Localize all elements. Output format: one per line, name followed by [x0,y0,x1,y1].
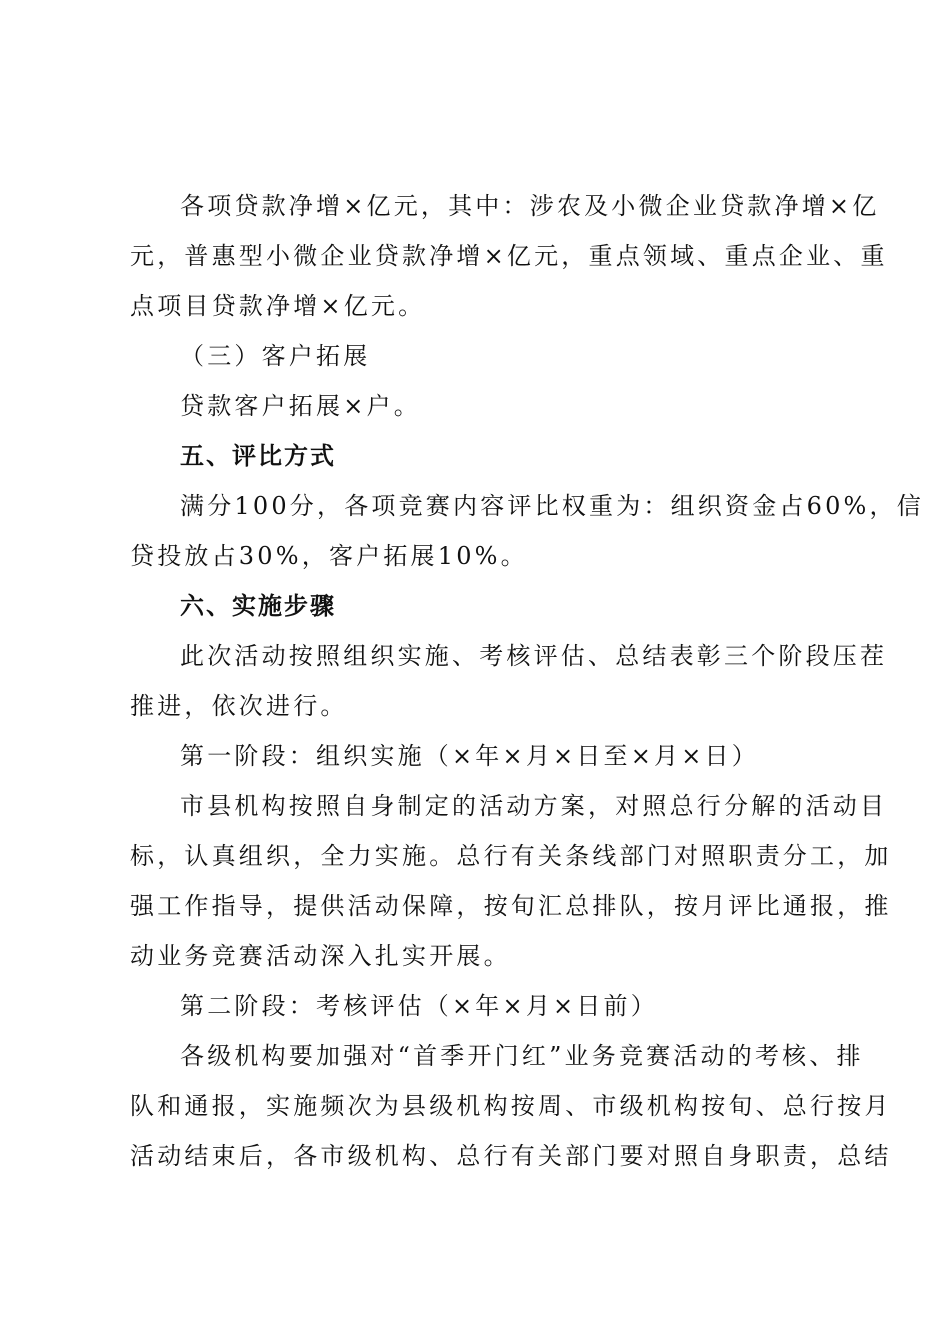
paragraph-loan-growth-line-1: 各项贷款净增×亿元，其中：涉农及小微企业贷款净增×亿 [180,192,880,220]
paragraph-phase-one-line-1: 市县机构按照自身制定的活动方案，对照总行分解的活动目 [180,792,888,820]
subsection-customer-expansion-title: （三）客户拓展 [180,342,371,370]
paragraph-phase-one-line-2: 标，认真组织，全力实施。总行有关条线部门对照职责分工，加 [130,842,892,870]
paragraph-loan-growth-line-3: 点项目贷款净增×亿元。 [130,292,426,320]
phase-two-title: 第二阶段：考核评估（×年×月×日前） [180,992,658,1020]
section-title-evaluation-method: 五、评比方式 [180,442,336,470]
paragraph-phase-two-line-1: 各级机构要加强对“首季开门红”业务竞赛活动的考核、排 [180,1042,864,1070]
paragraph-loan-growth-line-2: 元，普惠型小微企业贷款净增×亿元，重点领域、重点企业、重 [130,242,888,270]
paragraph-phase-one-line-3: 强工作指导，提供活动保障，按旬汇总排队，按月评比通报，推 [130,892,892,920]
paragraph-evaluation-line-1: 满分100分，各项竞赛内容评比权重为：组织资金占60%，信 [180,492,924,520]
paragraph-evaluation-line-2: 贷投放占30%，客户拓展10%。 [130,542,528,570]
paragraph-phase-two-line-3: 活动结束后，各市级机构、总行有关部门要对照自身职责，总结 [130,1142,892,1170]
paragraph-steps-line-1: 此次活动按照组织实施、考核评估、总结表彰三个阶段压茬 [180,642,888,670]
paragraph-phase-one-line-4: 动业务竞赛活动深入扎实开展。 [130,942,511,970]
phase-one-title: 第一阶段：组织实施（×年×月×日至×月×日） [180,742,759,770]
paragraph-phase-two-line-2: 队和通报，实施频次为县级机构按周、市级机构按旬、总行按月 [130,1092,892,1120]
section-title-implementation-steps: 六、实施步骤 [180,592,336,620]
paragraph-customer-expansion: 贷款客户拓展×户。 [180,392,421,420]
paragraph-steps-line-2: 推进，依次进行。 [130,692,348,720]
